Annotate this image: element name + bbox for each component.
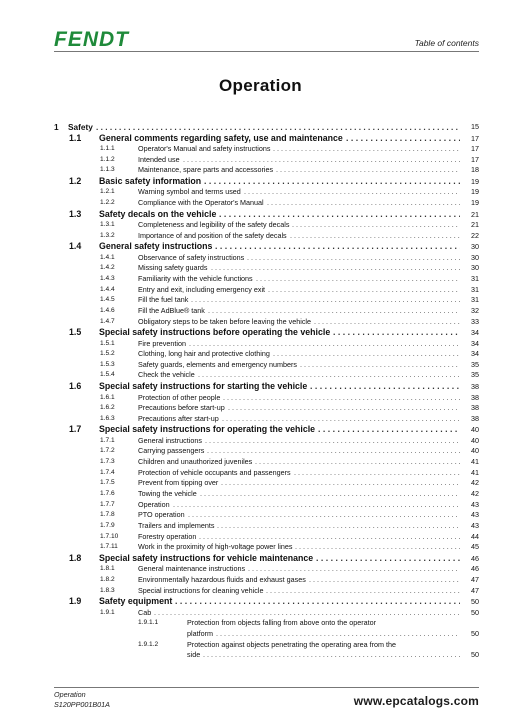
toc-entry-page: 35 [471,359,479,369]
toc-entry[interactable] [54,542,479,553]
toc-dot-leader [198,370,460,381]
toc-dot-leader [314,317,460,328]
toc-dot-leader [309,575,460,586]
toc-entry-title: Protection against objects penetrating the operating area from the [187,639,396,649]
fendt-logo [54,28,150,50]
toc-entry[interactable] [54,327,479,338]
toc-dot-leader [183,155,460,166]
toc-entry-title: Protection of other people [138,392,221,402]
toc-entry-page: 50 [471,650,479,660]
toc-entry-page: 30 [471,242,479,252]
brand-text: FENDT [54,28,129,50]
toc-dot-leader [223,393,460,404]
toc-entry-title: Basic safety information [99,175,202,186]
toc-entry[interactable] [54,274,479,285]
toc-entry-page: 15 [471,122,479,131]
toc-entry[interactable] [54,176,479,187]
toc-dot-leader [266,586,460,597]
toc-entry-page: 31 [471,284,479,294]
toc-dot-leader [96,122,460,133]
toc-entry-page: 38 [471,413,479,423]
toc-entry[interactable] [54,457,479,468]
toc-entry[interactable] [54,532,479,543]
toc-entry-title: Prevent from tipping over [138,478,219,488]
toc-entry-number: 1.7.2 [100,447,115,455]
toc-entry-number: 1.1.2 [100,155,115,163]
toc-entry-page: 38 [471,403,479,413]
toc-entry[interactable] [54,414,479,425]
toc-entry-title: Intended use [138,154,180,164]
toc-dot-leader [273,349,460,360]
toc-entry-title: Operation [138,499,170,509]
toc-entry-number: 1.8.1 [100,565,115,573]
toc-dot-leader [276,165,460,176]
toc-entry-title: Fire prevention [138,338,186,348]
toc-dot-leader [207,446,460,457]
toc-entry-number: 1.4.4 [100,285,115,293]
toc-entry-number: 1.1.3 [100,166,115,174]
toc-entry-title: Safety decals on the vehicle [99,208,217,219]
toc-entry-page: 34 [471,328,479,338]
toc-dot-leader [154,608,460,619]
toc-entry[interactable] [54,209,479,220]
toc-entry-title: Towing the vehicle [138,489,197,499]
toc-entry-page: 19 [471,187,479,197]
toc-entry-title: Check the vehicle [138,370,195,380]
toc-entry-title: Special safety instructions before operating the vehicle [99,327,331,338]
toc-entry-number: 1.5.4 [100,371,115,379]
toc-entry-page: 42 [471,489,479,499]
toc-entry-title: General maintenance instructions [138,564,246,574]
toc-entry-page: 38 [471,382,479,392]
toc-entry-title: Work in the proximity of high-voltage power lines [138,542,293,552]
toc-entry-title: Compliance with the Operator's Manual [138,197,264,207]
toc-entry-page: 44 [471,531,479,541]
footer-doc-title: Operation [54,690,86,699]
toc-dot-leader [221,478,460,489]
toc-dot-leader [290,231,460,242]
toc-entry[interactable] [54,253,479,264]
toc-dot-leader [333,327,460,338]
toc-dot-leader [188,510,460,521]
toc-entry-page: 43 [471,510,479,520]
toc-entry-page: 45 [471,542,479,552]
toc-entry-page: 40 [471,425,479,435]
toc-entry-number: 1.7.1 [100,436,115,444]
toc-entry-page: 30 [471,263,479,273]
toc-dot-leader [244,187,460,198]
toc-entry[interactable] [54,187,479,198]
toc-entry-number: 1.7.6 [100,490,115,498]
toc-entry-title: Familiarity with the vehicle functions [138,273,253,283]
toc-entry-title: Missing safety guards [138,263,208,273]
toc-entry-page: 41 [471,467,479,477]
toc-entry-number: 1.2.2 [100,198,115,206]
toc-dot-leader [295,542,460,553]
toc-entry[interactable] [54,403,479,414]
toc-entry[interactable] [54,510,479,521]
toc-entry-title: Precautions after start-up [138,413,219,423]
toc-entry-number: 1.7.10 [100,532,119,540]
toc-entry[interactable] [54,564,479,575]
toc-entry[interactable] [54,650,479,661]
toc-entry-page: 40 [471,446,479,456]
toc-entry[interactable] [54,500,479,511]
toc-entry-number: 1.7.3 [100,458,115,466]
toc-entry-title: Special instructions for cleaning vehicle [138,585,264,595]
toc-entry[interactable] [54,122,479,133]
toc-dot-leader [222,414,460,425]
toc-entry[interactable] [54,263,479,274]
toc-entry-page: 21 [471,209,479,219]
toc-entry-page: 42 [471,478,479,488]
toc-entry-number: 1.5.2 [100,350,115,358]
toc-entry-number: 1 [54,122,59,132]
toc-entry-number: 1.4.2 [100,264,115,272]
toc-entry[interactable] [54,198,479,209]
toc-dot-leader [228,403,460,414]
toc-entry-page: 47 [471,574,479,584]
toc-entry-number: 1.6.3 [100,414,115,422]
toc-entry[interactable] [54,133,479,144]
toc-entry[interactable] [54,629,479,640]
toc-entry-number: 1.5.3 [100,360,115,368]
toc-dot-leader [310,381,460,392]
toc-dot-leader [204,176,460,187]
toc-dot-leader [173,500,460,511]
toc-entry-page: 31 [471,295,479,305]
toc-entry-page: 35 [471,370,479,380]
toc-entry-page: 34 [471,338,479,348]
toc-entry-number: 1.7.5 [100,479,115,487]
toc-entry-number: 1.7.4 [100,468,115,476]
toc-entry-title: platform [187,628,213,638]
toc-entry[interactable] [54,360,479,371]
toc-entry[interactable] [54,618,479,629]
toc-entry[interactable] [54,339,479,350]
toc-dot-leader [255,457,460,468]
toc-entry-page: 17 [471,133,479,143]
toc-entry-page: 32 [471,305,479,315]
toc-entry-title: Special safety instructions for vehicle maintenance [99,552,314,563]
toc-entry-number: 1.5 [69,327,82,338]
toc-entry[interactable] [54,349,479,360]
toc-entry-page: 18 [471,165,479,175]
toc-entry-title: Clothing, long hair and protective clothing [138,349,270,359]
toc-entry-title: Safety guards, elements and emergency numbers [138,359,298,369]
toc-entry-title: side [187,650,201,660]
toc-entry-page: 50 [471,607,479,617]
toc-entry-page: 40 [471,435,479,445]
toc-entry-title: Trailers and implements [138,520,215,530]
toc-entry-number: 1.9.1.2 [138,640,159,648]
toc-entry-page: 33 [471,316,479,326]
toc-entry-page: 46 [471,553,479,563]
toc-entry-title: Carrying passengers [138,446,205,456]
toc-entry-title: Completeness and legibility of the safety decals [138,220,290,230]
toc-entry-number: 1.8.2 [100,575,115,583]
toc-entry-number: 1.5.1 [100,339,115,347]
toc-dot-leader [175,596,460,607]
toc-dot-leader [199,532,460,543]
toc-entry[interactable] [54,489,479,500]
toc-entry[interactable] [54,586,479,597]
toc-entry-number: 1.8 [69,552,82,563]
toc-entry-title: Special safety instructions for operating the vehicle [99,424,316,435]
toc-entry[interactable] [54,241,479,252]
toc-dot-leader [211,263,460,274]
toc-dot-leader [294,468,460,479]
toc-entry[interactable] [54,231,479,242]
toc-entry[interactable] [54,424,479,435]
toc-entry-page: 46 [471,564,479,574]
toc-dot-leader [318,424,460,435]
toc-entry-title: Children and unauthorized juveniles [138,457,253,467]
toc-entry-number: 1.7.9 [100,521,115,529]
toc-dot-leader [316,553,460,564]
toc-entry[interactable] [54,295,479,306]
toc-entry-number: 1.4.1 [100,253,115,261]
toc-entry-title: Maintenance, spare parts and accessories [138,165,274,175]
toc-entry-title: PTO operation [138,510,185,520]
toc-dot-leader [292,220,460,231]
toc-entry-number: 1.7.8 [100,511,115,519]
toc-entry-title: Warning symbol and terms used [138,187,241,197]
toc-entry-page: 38 [471,392,479,402]
toc-entry-page: 43 [471,520,479,530]
toc-entry[interactable] [54,144,479,155]
toc-dot-leader [219,209,460,220]
toc-entry[interactable] [54,393,479,404]
toc-entry-number: 1.6 [69,381,82,392]
toc-entry-title: General comments regarding safety, use and maintenance [99,132,343,143]
toc-entry-number: 1.6.2 [100,404,115,412]
toc-entry-page: 50 [471,597,479,607]
toc-entry[interactable] [54,165,479,176]
toc-entry-number: 1.4 [69,241,82,252]
toc-entry-page: 17 [471,144,479,154]
toc-entry-number: 1.1 [69,132,82,143]
fendt-logo-icon [54,28,150,50]
toc-entry-page: 19 [471,197,479,207]
toc-dot-leader [203,650,460,661]
toc-entry-title: Fill the AdBlue® tank [138,305,205,315]
toc-entry-title: Forestry operation [138,531,197,541]
toc-entry-page: 50 [471,628,479,638]
toc-entry-page: 21 [471,220,479,230]
toc-entry-number: 1.3.2 [100,231,115,239]
toc-entry[interactable] [54,553,479,564]
toc-entry[interactable] [54,575,479,586]
toc-entry-title: Environmentally hazardous fluids and exhaust gases [138,574,306,584]
page-title: Operation [219,76,302,95]
toc-entry-title: Importance of and position of the safety decals [138,230,287,240]
toc-entry-number: 1.7.7 [100,500,115,508]
table-of-contents [54,122,479,661]
toc-entry-number: 1.1.1 [100,145,115,153]
toc-entry[interactable] [54,317,479,328]
toc-entry-title: Safety equipment [99,596,173,607]
toc-dot-leader [267,198,460,209]
toc-dot-leader [215,241,460,252]
toc-dot-leader [205,436,460,447]
toc-entry-page: 22 [471,230,479,240]
toc-entry-title: Observance of safety instructions [138,252,245,262]
toc-entry-title: Obligatory steps to be taken before leaving the vehicle [138,316,312,326]
watermark: www.epcatalogs.com [353,694,479,708]
toc-entry-number: 1.4.7 [100,317,115,325]
toc-entry[interactable] [54,640,479,651]
toc-entry-title: Cab [138,607,152,617]
toc-entry-title: Protection from objects falling from above onto the operator [187,618,376,628]
toc-dot-leader [189,339,460,350]
toc-entry-page: 41 [471,457,479,467]
toc-entry-title: Safety [68,122,93,132]
toc-dot-leader [248,564,460,575]
toc-dot-leader [268,285,460,296]
toc-entry-number: 1.7.11 [100,543,118,551]
toc-entry[interactable] [54,478,479,489]
header-divider [54,51,479,52]
toc-entry-number: 1.4.5 [100,296,115,304]
toc-dot-leader [256,274,460,285]
toc-entry-title: General safety instructions [99,241,213,252]
toc-dot-leader [217,521,460,532]
toc-entry-number: 1.7 [69,424,82,435]
footer-doc-code: S120PP001B01A [54,700,110,709]
toc-entry-page: 17 [471,154,479,164]
toc-entry-number: 1.3 [69,208,82,219]
toc-entry-number: 1.9.1 [100,608,115,616]
section-title: Table of contents [414,38,479,48]
toc-dot-leader [346,133,460,144]
toc-entry-page: 31 [471,273,479,283]
toc-entry-number: 1.4.3 [100,274,115,282]
toc-dot-leader [247,253,460,264]
toc-entry-page: 47 [471,585,479,595]
toc-entry[interactable] [54,285,479,296]
toc-entry-number: 1.8.3 [100,586,115,594]
toc-entry-title: General instructions [138,435,202,445]
toc-entry[interactable] [54,306,479,317]
toc-entry[interactable] [54,468,479,479]
toc-dot-leader [300,360,460,371]
footer-divider [54,687,479,688]
toc-entry-title: Protection of vehicle occupants and passengers [138,467,291,477]
toc-entry[interactable] [54,436,479,447]
toc-entry-page: 30 [471,252,479,262]
toc-entry-number: 1.9 [69,596,82,607]
toc-dot-leader [208,306,460,317]
toc-entry[interactable] [54,446,479,457]
toc-entry[interactable] [54,521,479,532]
toc-entry[interactable] [54,608,479,619]
toc-entry[interactable] [54,596,479,607]
toc-dot-leader [216,629,460,640]
toc-entry[interactable] [54,370,479,381]
toc-entry-number: 1.9.1.1 [138,619,159,627]
toc-entry-number: 1.4.6 [100,306,115,314]
toc-dot-leader [273,144,460,155]
toc-entry-title: Precautions before start-up [138,403,225,413]
toc-dot-leader [191,295,460,306]
toc-entry-title: Entry and exit, including emergency exit [138,284,266,294]
toc-entry[interactable] [54,381,479,392]
toc-entry-page: 19 [471,176,479,186]
toc-dot-leader [200,489,460,500]
toc-entry-number: 1.3.1 [100,221,115,229]
toc-entry-title: Fill the fuel tank [138,295,189,305]
toc-entry-title: Operator's Manual and safety instructions [138,144,271,154]
toc-entry-title: Special safety instructions for starting the vehicle [99,381,308,392]
toc-entry-number: 1.2 [69,175,82,186]
toc-entry[interactable] [54,220,479,231]
toc-entry[interactable] [54,155,479,166]
toc-entry-number: 1.6.1 [100,393,115,401]
toc-entry-page: 34 [471,349,479,359]
toc-entry-page: 43 [471,499,479,509]
toc-entry-number: 1.2.1 [100,188,115,196]
